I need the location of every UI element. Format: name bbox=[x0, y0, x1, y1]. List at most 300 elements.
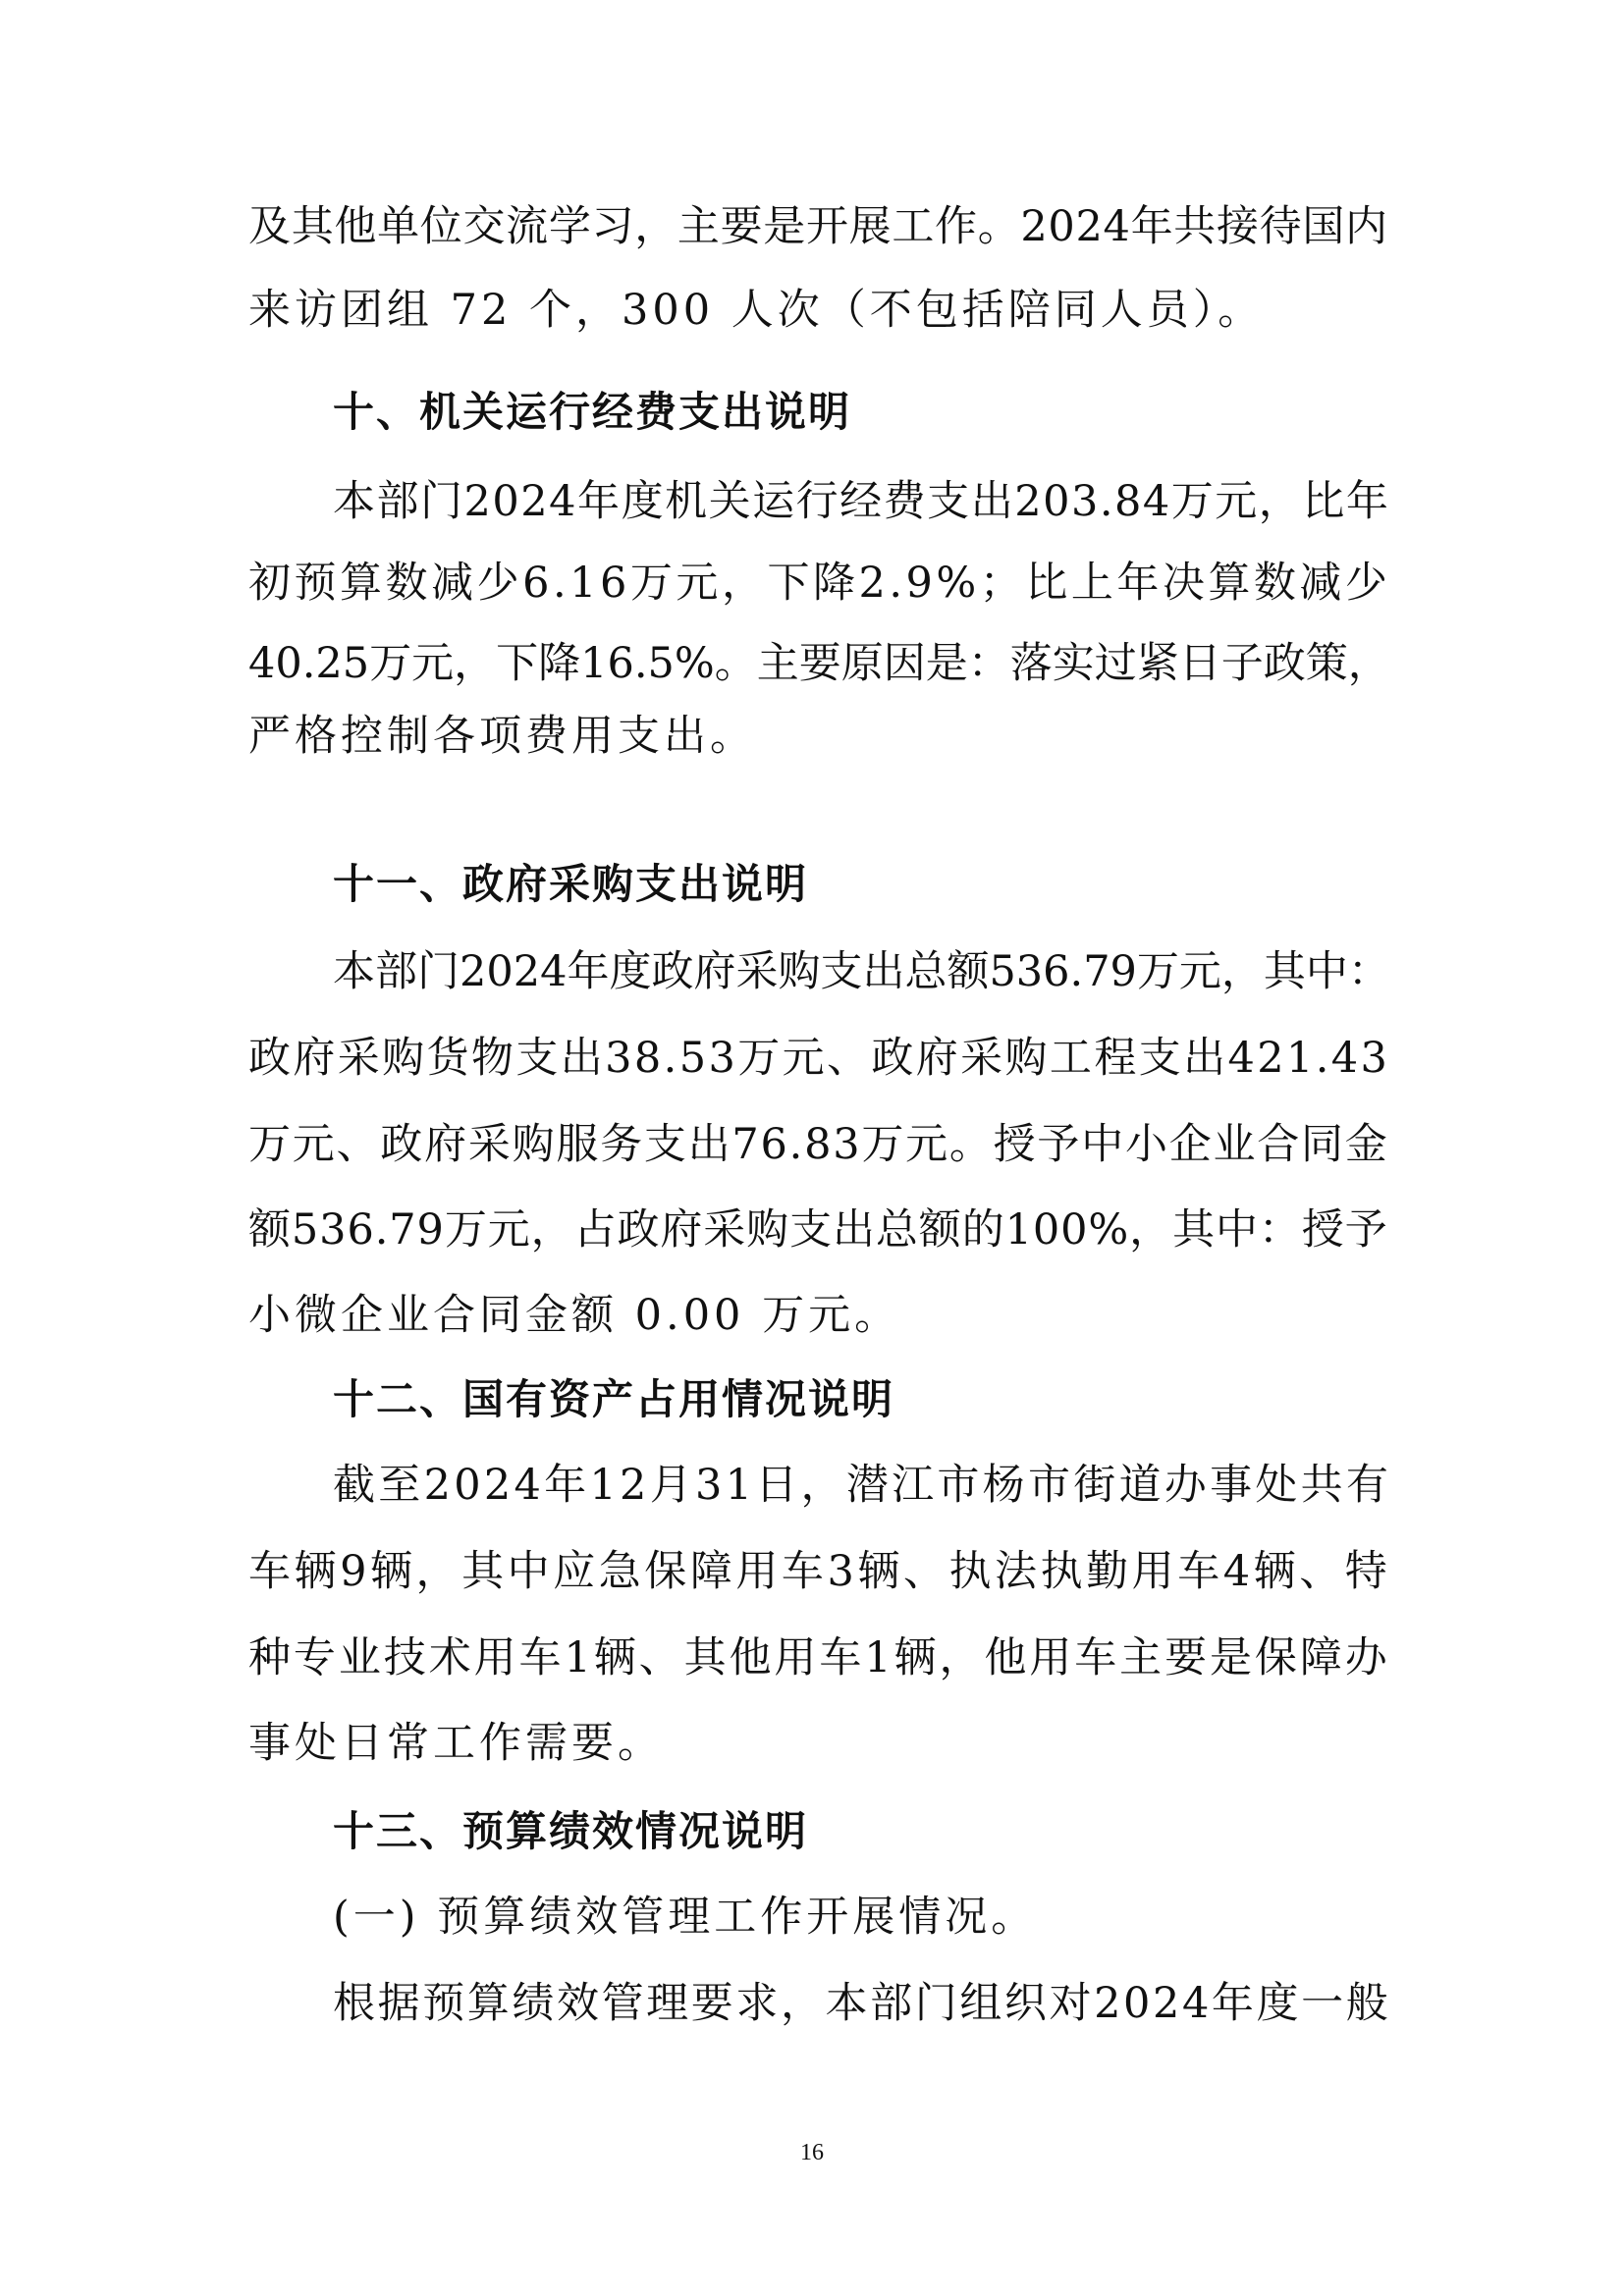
text-glyph: 年 bbox=[1211, 1979, 1254, 2028]
text-glyph: . bbox=[1069, 947, 1084, 996]
text-glyph: 减 bbox=[431, 559, 474, 608]
text-glyph: 习 bbox=[591, 202, 634, 251]
text-glyph: 府 bbox=[293, 1034, 336, 1083]
text-glyph: 1 bbox=[564, 1633, 591, 1682]
text-glyph: 政 bbox=[617, 1205, 660, 1255]
text-glyph: 执 bbox=[948, 1547, 992, 1596]
text-glyph: 至 bbox=[378, 1461, 421, 1510]
text-glyph: 。 bbox=[977, 202, 1020, 251]
text-glyph: 过 bbox=[1094, 639, 1137, 688]
text-glyph: 算 bbox=[466, 1979, 510, 2028]
text-glyph: 9 bbox=[1110, 947, 1137, 996]
text-glyph: 处 bbox=[1255, 1461, 1298, 1510]
text-glyph: 年 bbox=[1130, 202, 1173, 251]
paragraph-line bbox=[333, 1458, 1388, 1513]
text-glyph: 元 bbox=[1215, 477, 1258, 526]
text-glyph: 单 bbox=[377, 202, 420, 251]
text-glyph: 本 bbox=[825, 1979, 868, 2028]
text-glyph: 政 bbox=[1263, 639, 1306, 688]
text-glyph: 应 bbox=[553, 1547, 596, 1596]
text-glyph: 求 bbox=[735, 1979, 779, 2028]
text-glyph: 算 bbox=[340, 559, 383, 608]
text-glyph: 度 bbox=[1256, 1979, 1299, 2028]
text-glyph: 落 bbox=[1009, 639, 1053, 688]
text-glyph: 部 bbox=[375, 947, 417, 996]
text-glyph: 0 bbox=[486, 947, 514, 996]
text-glyph: 支 bbox=[789, 1205, 833, 1255]
text-glyph: 保 bbox=[644, 1547, 687, 1596]
text-glyph: 总 bbox=[904, 947, 947, 996]
text-glyph: 3 bbox=[319, 1205, 347, 1255]
text-glyph: 年 bbox=[567, 947, 610, 996]
text-glyph: 万 bbox=[861, 1120, 904, 1169]
text-glyph: 流 bbox=[506, 202, 549, 251]
text-glyph: 勤 bbox=[1086, 1547, 1129, 1596]
text-glyph: 购 bbox=[746, 1205, 789, 1255]
text-glyph: 采 bbox=[337, 1034, 380, 1083]
text-glyph: 9 bbox=[905, 559, 933, 608]
text-glyph: 购 bbox=[512, 1120, 555, 1169]
text-glyph: 万 bbox=[629, 559, 673, 608]
text-glyph: 6 bbox=[1043, 947, 1070, 996]
text-glyph: 额 bbox=[248, 1205, 291, 1255]
text-glyph: 7 bbox=[1083, 947, 1110, 996]
text-glyph: 要 bbox=[798, 639, 841, 688]
text-glyph: 务 bbox=[600, 1120, 643, 1169]
text-glyph: 用 bbox=[735, 1547, 779, 1596]
text-glyph: 江 bbox=[892, 1461, 935, 1510]
text-glyph: 年 bbox=[577, 477, 621, 526]
text-glyph: 万 bbox=[248, 1120, 291, 1169]
text-glyph: 对 bbox=[1049, 1979, 1092, 2028]
text-glyph: 3 bbox=[694, 1461, 723, 1510]
text-glyph: 降 bbox=[812, 559, 855, 608]
text-glyph: 特 bbox=[1344, 1547, 1387, 1596]
text-glyph: 府 bbox=[660, 1205, 703, 1255]
text-glyph: 交 bbox=[462, 202, 506, 251]
text-glyph: 年 bbox=[544, 1461, 587, 1510]
text-glyph: 7 bbox=[389, 1205, 416, 1255]
text-glyph: 主 bbox=[1119, 1633, 1163, 1682]
text-glyph: 2 bbox=[1094, 1979, 1121, 2028]
text-glyph: 支 bbox=[820, 947, 863, 996]
text-glyph: 。 bbox=[948, 1120, 992, 1169]
text-glyph: 据 bbox=[377, 1979, 420, 2028]
text-glyph: 服 bbox=[556, 1120, 599, 1169]
text-glyph: . bbox=[663, 1034, 677, 1083]
text-glyph: 2 bbox=[1014, 477, 1042, 526]
text-glyph: 5 bbox=[647, 639, 675, 688]
text-glyph: 工 bbox=[1049, 1034, 1092, 1083]
text-glyph: 3 bbox=[1070, 477, 1099, 526]
text-glyph: 本 bbox=[333, 477, 375, 526]
text-glyph: 年 bbox=[1345, 477, 1388, 526]
text-glyph: 辆 bbox=[593, 1633, 636, 1682]
text-glyph: 物 bbox=[470, 1034, 514, 1083]
text-glyph: 其 bbox=[291, 202, 334, 251]
text-glyph: 算 bbox=[1208, 559, 1251, 608]
text-glyph: 1 bbox=[580, 639, 608, 688]
text-glyph: 道 bbox=[1118, 1461, 1162, 1510]
text-glyph: ， bbox=[1220, 947, 1264, 996]
text-glyph: 辆 bbox=[294, 1547, 337, 1596]
text-glyph: 4 bbox=[1103, 202, 1130, 251]
text-glyph: 政 bbox=[380, 1120, 423, 1169]
paragraph-line bbox=[333, 474, 1388, 529]
text-glyph: 子 bbox=[1220, 639, 1264, 688]
text-glyph: 车 bbox=[819, 1633, 862, 1682]
text-glyph: 急 bbox=[598, 1547, 641, 1596]
text-glyph: 降 bbox=[538, 639, 581, 688]
text-glyph: 2 bbox=[513, 947, 541, 996]
text-glyph: 日 bbox=[755, 1461, 798, 1510]
text-glyph: 术 bbox=[428, 1633, 471, 1682]
text-glyph: ； bbox=[979, 559, 1022, 608]
text-glyph: 用 bbox=[1029, 1633, 1072, 1682]
text-glyph: 中 bbox=[1081, 1120, 1124, 1169]
text-glyph: 出 bbox=[862, 947, 905, 996]
text-glyph: 4 bbox=[1227, 1034, 1255, 1083]
text-glyph: 中 bbox=[507, 1547, 550, 1596]
text-glyph: 2 bbox=[1257, 1034, 1284, 1083]
text-glyph: 用 bbox=[473, 1633, 516, 1682]
text-glyph: 府 bbox=[693, 947, 736, 996]
paragraph-line bbox=[333, 944, 1388, 999]
section-heading-11: 十一、政府采购支出说明 bbox=[333, 860, 809, 908]
text-glyph: 效 bbox=[556, 1979, 599, 2028]
text-glyph: 占 bbox=[573, 1205, 617, 1255]
text-glyph: 数 bbox=[385, 559, 428, 608]
text-glyph: 车 bbox=[781, 1547, 824, 1596]
paragraph-line bbox=[248, 199, 1387, 254]
text-glyph: 用 bbox=[1131, 1547, 1174, 1596]
text-glyph: 采 bbox=[703, 1205, 746, 1255]
text-glyph: 车 bbox=[518, 1633, 562, 1682]
text-glyph: 4 bbox=[1181, 1979, 1210, 2028]
text-glyph: 车 bbox=[248, 1547, 291, 1596]
text-glyph: 元 bbox=[411, 639, 455, 688]
text-glyph: 元 bbox=[487, 1205, 530, 1255]
text-glyph: 管 bbox=[601, 1979, 644, 2028]
text-glyph: 其 bbox=[1172, 1205, 1216, 1255]
text-glyph: 少 bbox=[1344, 559, 1387, 608]
text-glyph: 主 bbox=[756, 639, 799, 688]
paragraph-line bbox=[248, 1031, 1387, 1086]
paragraph-line: 事处日常工作需要。 bbox=[248, 1719, 664, 1768]
text-glyph: 1 bbox=[1285, 1034, 1314, 1083]
text-glyph: 事 bbox=[1210, 1461, 1253, 1510]
text-glyph: 预 bbox=[294, 559, 337, 608]
text-glyph: 日 bbox=[1178, 639, 1221, 688]
text-glyph: 政 bbox=[248, 1034, 291, 1083]
text-glyph: 2 bbox=[483, 1461, 512, 1510]
text-glyph: 比 bbox=[1025, 559, 1068, 608]
text-glyph: % bbox=[1088, 1205, 1129, 1255]
text-glyph: 截 bbox=[333, 1461, 375, 1510]
text-glyph: 一 bbox=[1301, 1979, 1344, 2028]
paragraph-line bbox=[248, 556, 1387, 611]
text-glyph: 少 bbox=[476, 559, 519, 608]
text-glyph: 般 bbox=[1345, 1979, 1388, 2028]
text-glyph: 主 bbox=[677, 202, 720, 251]
text-glyph: 其 bbox=[683, 1633, 727, 1682]
text-glyph: 1 bbox=[1004, 1205, 1032, 1255]
text-glyph: ： bbox=[967, 639, 1010, 688]
text-glyph: 辆 bbox=[370, 1547, 412, 1596]
text-glyph: 5 bbox=[342, 639, 370, 688]
text-glyph: 2 bbox=[1020, 202, 1048, 251]
text-glyph: 1 bbox=[725, 1461, 752, 1510]
text-glyph: 万 bbox=[1170, 477, 1214, 526]
text-glyph: 要 bbox=[1164, 1633, 1208, 1682]
text-glyph: 政 bbox=[871, 1034, 914, 1083]
text-glyph: 上 bbox=[1070, 559, 1113, 608]
text-glyph: 街 bbox=[1073, 1461, 1116, 1510]
text-glyph: 4 bbox=[540, 947, 568, 996]
text-glyph: . bbox=[889, 559, 903, 608]
text-glyph: 2 bbox=[520, 477, 548, 526]
text-glyph: 内 bbox=[1345, 202, 1387, 251]
text-glyph: 8 bbox=[804, 1120, 832, 1169]
text-glyph: 关 bbox=[708, 477, 751, 526]
text-glyph: 4 bbox=[514, 1461, 541, 1510]
text-glyph: 货 bbox=[426, 1034, 469, 1083]
section-heading-13: 十三、预算绩效情况说明 bbox=[333, 1807, 809, 1855]
text-glyph: 0 bbox=[1032, 1205, 1060, 1255]
text-glyph: 下 bbox=[496, 639, 539, 688]
text-glyph: 障 bbox=[689, 1547, 732, 1596]
text-glyph: 3 bbox=[605, 1034, 632, 1083]
text-glyph: 予 bbox=[1344, 1205, 1387, 1255]
text-glyph: 种 bbox=[248, 1633, 291, 1682]
text-glyph: 出 bbox=[560, 1034, 603, 1083]
text-glyph: . bbox=[1315, 1034, 1329, 1083]
text-glyph: 因 bbox=[883, 639, 926, 688]
text-glyph: 0 bbox=[1123, 1979, 1151, 2028]
text-glyph: . bbox=[552, 559, 567, 608]
text-glyph: 中 bbox=[1215, 1205, 1258, 1255]
text-glyph: 本 bbox=[333, 947, 375, 996]
text-glyph: 数 bbox=[1253, 559, 1296, 608]
text-glyph: ， bbox=[1258, 477, 1301, 526]
text-glyph: 绩 bbox=[512, 1979, 555, 2028]
text-glyph: 技 bbox=[383, 1633, 426, 1682]
text-glyph: 运 bbox=[752, 477, 795, 526]
text-glyph: 购 bbox=[778, 947, 821, 996]
paragraph-line bbox=[248, 1117, 1387, 1172]
text-glyph: 要 bbox=[690, 1979, 733, 2028]
text-glyph: 他 bbox=[729, 1633, 772, 1682]
text-glyph: 4 bbox=[1142, 477, 1170, 526]
text-glyph: 共 bbox=[1300, 1461, 1343, 1510]
text-glyph: 办 bbox=[1164, 1461, 1207, 1510]
text-glyph: 2 bbox=[423, 1461, 451, 1510]
text-glyph: 万 bbox=[1136, 947, 1179, 996]
text-glyph: 辆 bbox=[1253, 1547, 1296, 1596]
text-glyph: 万 bbox=[369, 639, 412, 688]
text-glyph: 车 bbox=[1074, 1633, 1117, 1682]
text-glyph: ， bbox=[721, 559, 764, 608]
text-glyph: 授 bbox=[993, 1120, 1036, 1169]
text-glyph: 2 bbox=[858, 559, 886, 608]
text-glyph: 开 bbox=[805, 202, 848, 251]
text-glyph: 、 bbox=[336, 1120, 379, 1169]
text-glyph: 业 bbox=[338, 1633, 381, 1682]
text-glyph: 3 bbox=[1360, 1034, 1387, 1083]
text-glyph: 业 bbox=[1213, 1120, 1256, 1169]
text-glyph: 同 bbox=[1301, 1120, 1344, 1169]
text-glyph: 是 bbox=[925, 639, 968, 688]
page-number: 16 bbox=[800, 2140, 824, 2165]
text-glyph: ： bbox=[1347, 947, 1390, 996]
text-glyph: 、 bbox=[638, 1633, 681, 1682]
text-glyph: 元 bbox=[905, 1120, 948, 1169]
text-glyph: 采 bbox=[960, 1034, 1003, 1083]
text-glyph: 出 bbox=[970, 477, 1013, 526]
text-glyph: 预 bbox=[422, 1979, 465, 2028]
text-glyph: 0 bbox=[454, 1461, 481, 1510]
text-glyph: . bbox=[374, 1205, 389, 1255]
text-glyph: 、 bbox=[826, 1034, 869, 1083]
text-glyph: 额 bbox=[918, 1205, 961, 1255]
text-glyph: 支 bbox=[643, 1120, 686, 1169]
text-glyph: 辆 bbox=[893, 1633, 937, 1682]
text-glyph: 部 bbox=[870, 1979, 913, 2028]
text-glyph: 是 bbox=[763, 202, 806, 251]
text-glyph: 市 bbox=[1027, 1461, 1070, 1510]
text-glyph: 的 bbox=[961, 1205, 1004, 1255]
text-glyph: 杨 bbox=[982, 1461, 1025, 1510]
text-glyph: 购 bbox=[1004, 1034, 1048, 1083]
paragraph-line bbox=[248, 636, 1390, 691]
text-glyph: 0 bbox=[1060, 1205, 1088, 1255]
text-glyph: 4 bbox=[1330, 1034, 1359, 1083]
text-glyph: 元 bbox=[676, 559, 719, 608]
text-glyph: ， bbox=[939, 1633, 982, 1682]
text-glyph: 9 bbox=[416, 1205, 444, 1255]
text-glyph: . bbox=[788, 1120, 803, 1169]
text-glyph: ， bbox=[800, 1461, 843, 1510]
text-glyph: 2 bbox=[620, 1461, 647, 1510]
text-glyph: 0 bbox=[275, 639, 302, 688]
text-glyph: 支 bbox=[1138, 1034, 1181, 1083]
text-glyph: 其 bbox=[1263, 947, 1306, 996]
text-glyph: 1 bbox=[569, 559, 597, 608]
text-glyph: 月 bbox=[649, 1461, 692, 1510]
text-glyph: 8 bbox=[1114, 477, 1142, 526]
text-glyph: 是 bbox=[1210, 1633, 1252, 1682]
text-glyph: 办 bbox=[1344, 1633, 1387, 1682]
text-glyph: 授 bbox=[1301, 1205, 1344, 1255]
text-glyph: 0 bbox=[492, 477, 519, 526]
text-glyph: 部 bbox=[376, 477, 419, 526]
text-glyph: ， bbox=[780, 1979, 823, 2028]
text-glyph: 工 bbox=[892, 202, 935, 251]
text-glyph: 织 bbox=[1003, 1979, 1047, 2028]
text-glyph: 3 bbox=[827, 1547, 854, 1596]
text-glyph: 5 bbox=[989, 947, 1016, 996]
paragraph-line bbox=[333, 1976, 1388, 2031]
text-glyph: 经 bbox=[839, 477, 883, 526]
paragraph-line bbox=[248, 1630, 1387, 1685]
text-glyph: 出 bbox=[687, 1120, 731, 1169]
text-glyph: 4 bbox=[549, 477, 576, 526]
text-glyph: 9 bbox=[340, 1547, 367, 1596]
text-glyph: 作 bbox=[935, 202, 977, 251]
text-glyph: 万 bbox=[444, 1205, 487, 1255]
text-glyph: 车 bbox=[1177, 1547, 1220, 1596]
text-glyph: 度 bbox=[621, 477, 664, 526]
paragraph-line bbox=[248, 1544, 1387, 1599]
text-glyph: ： bbox=[1258, 1205, 1301, 1255]
text-glyph: 府 bbox=[915, 1034, 958, 1083]
text-glyph: 中 bbox=[1305, 947, 1348, 996]
section-heading-12: 十二、国有资产占用情况说明 bbox=[333, 1375, 895, 1423]
text-glyph: 合 bbox=[1257, 1120, 1300, 1169]
text-glyph: 4 bbox=[1222, 1547, 1251, 1596]
text-glyph: 元 bbox=[782, 1034, 825, 1083]
text-glyph: 6 bbox=[347, 1205, 374, 1255]
text-glyph: ， bbox=[1347, 639, 1390, 688]
text-glyph: 门 bbox=[914, 1979, 957, 2028]
text-glyph: 法 bbox=[995, 1547, 1038, 1596]
text-glyph: 组 bbox=[959, 1979, 1002, 2028]
text-glyph: 7 bbox=[731, 1120, 759, 1169]
text-glyph: 策 bbox=[1305, 639, 1348, 688]
text-glyph: 有 bbox=[1345, 1461, 1388, 1510]
text-glyph: 、 bbox=[1299, 1547, 1342, 1596]
text-glyph: % bbox=[936, 559, 977, 608]
text-glyph: 额 bbox=[947, 947, 990, 996]
text-glyph: 5 bbox=[291, 1205, 319, 1255]
text-glyph: 、 bbox=[902, 1547, 946, 1596]
text-glyph: 1 bbox=[589, 1461, 617, 1510]
text-glyph: 国 bbox=[1302, 202, 1345, 251]
text-glyph: 府 bbox=[424, 1120, 467, 1169]
text-glyph: 辆 bbox=[857, 1547, 900, 1596]
text-glyph: 2 bbox=[460, 947, 487, 996]
section-heading-10: 十、机关运行经费支出说明 bbox=[333, 388, 852, 436]
text-glyph: % bbox=[674, 639, 715, 688]
text-glyph: 4 bbox=[248, 639, 276, 688]
text-glyph: 行 bbox=[795, 477, 839, 526]
text-glyph: 其 bbox=[461, 1547, 505, 1596]
text-glyph: 支 bbox=[927, 477, 970, 526]
text-glyph: 原 bbox=[840, 639, 884, 688]
text-glyph: . bbox=[1099, 477, 1113, 526]
text-glyph: 机 bbox=[665, 477, 708, 526]
text-glyph: 购 bbox=[382, 1034, 425, 1083]
text-glyph: 1 bbox=[864, 1633, 892, 1682]
text-glyph: 及 bbox=[248, 202, 291, 251]
text-glyph: 执 bbox=[1040, 1547, 1083, 1596]
text-glyph: 用 bbox=[774, 1633, 817, 1682]
text-glyph: 元 bbox=[292, 1120, 335, 1169]
text-glyph: 费 bbox=[883, 477, 926, 526]
text-glyph: 要 bbox=[720, 202, 763, 251]
text-glyph: ， bbox=[530, 1205, 573, 1255]
text-glyph: 总 bbox=[875, 1205, 918, 1255]
paragraph-line: 严格控制各项费用支出。 bbox=[248, 712, 756, 761]
text-glyph: 下 bbox=[767, 559, 810, 608]
text-glyph: 紧 bbox=[1136, 639, 1179, 688]
text-glyph: 3 bbox=[833, 1120, 860, 1169]
text-glyph: ， bbox=[1129, 1205, 1172, 1255]
text-glyph: 政 bbox=[651, 947, 694, 996]
paragraph-line: 来访团组 72 个，300 人次（不包括陪同人员）。 bbox=[248, 286, 1265, 335]
text-glyph: 3 bbox=[708, 1034, 735, 1083]
text-glyph: 予 bbox=[1037, 1120, 1080, 1169]
